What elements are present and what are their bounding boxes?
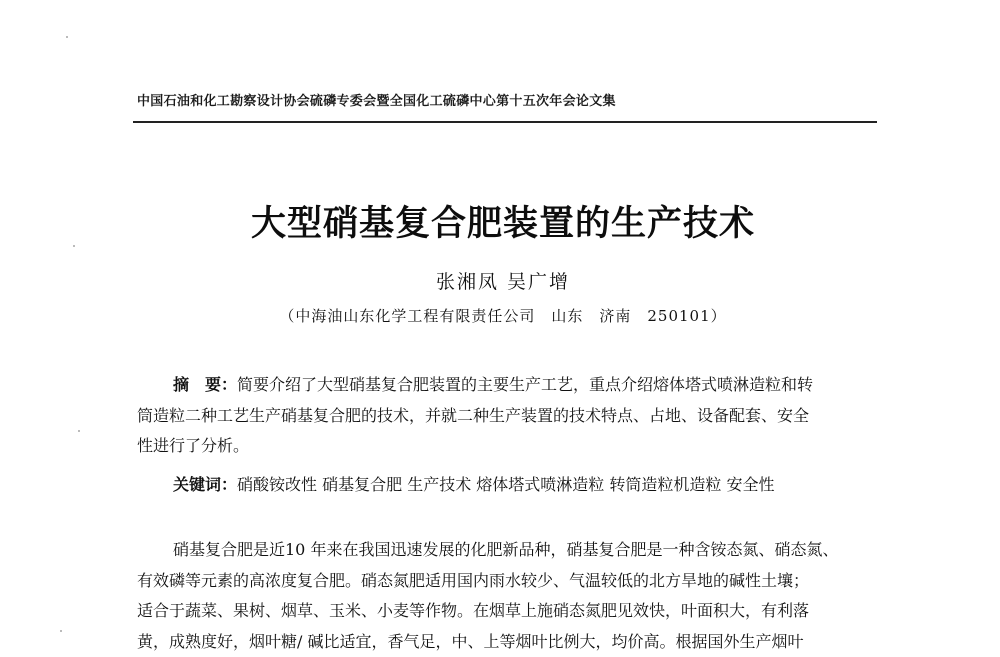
body-line-4: 黄，成熟度好，烟叶糖/ 碱比适宜，香气足，中、上等烟叶比例大，均价高。根据国外生产烟叶 [137, 631, 804, 651]
abstract-line-2: 筒造粒二种工艺生产硝基复合肥的技术，并就二种生产装置的技术特点、占地、设备配套、安全 [137, 405, 810, 425]
body-line-3: 适合于蔬菜、果树、烟草、玉米、小麦等作物。在烟草上施硝态氮肥见效快，叶面积大，有利落 [137, 601, 810, 620]
header-divider [133, 121, 877, 123]
scan-speck [73, 245, 75, 247]
keywords [137, 470, 882, 501]
abstract [137, 370, 882, 462]
scan-speck [78, 430, 80, 432]
scan-speck [60, 630, 62, 632]
body-line-2: 有效磷等元素的高浓度复合肥。硝态氮肥适用国内雨水较少、气温较低的北方旱地的碱性土壤； [137, 570, 810, 590]
abstract-text: 简要介绍了大型硝基复合肥装置的主要生产工艺，重点介绍熔体塔式喷淋造粒和转 [237, 375, 814, 394]
journal-header: 中国石油和化工勘察设计协会硫磷专委会暨全国化工硫磷中心第十五次年会论文集 [137, 94, 616, 109]
body-line-1: 硝基复合肥是近10 年来在我国迅速发展的化肥新品种，硝基复合肥是一种含铵态氮、硝态氮、 [173, 540, 839, 559]
abstract-line-3: 性进行了分析。 [137, 436, 250, 455]
paper-title: 大型硝基复合肥装置的生产技术 [250, 204, 755, 244]
author-affiliation: （中海油山东化学工程有限责任公司 山东 济南 250101） [279, 307, 727, 325]
keywords-line [137, 470, 882, 501]
abstract-label: 摘 要： [173, 375, 238, 394]
scan-speck [66, 36, 68, 38]
abstract-line-1 [137, 370, 882, 401]
body-paragraph [137, 535, 882, 657]
keywords-label: 关键词： [173, 475, 238, 494]
keywords-text: 硝酸铵改性 硝基复合肥 生产技术 熔体塔式喷淋造粒 转筒造粒机造粒 安全性 [237, 475, 775, 494]
paper-authors: 张湘凤 吴广增 [435, 271, 571, 293]
